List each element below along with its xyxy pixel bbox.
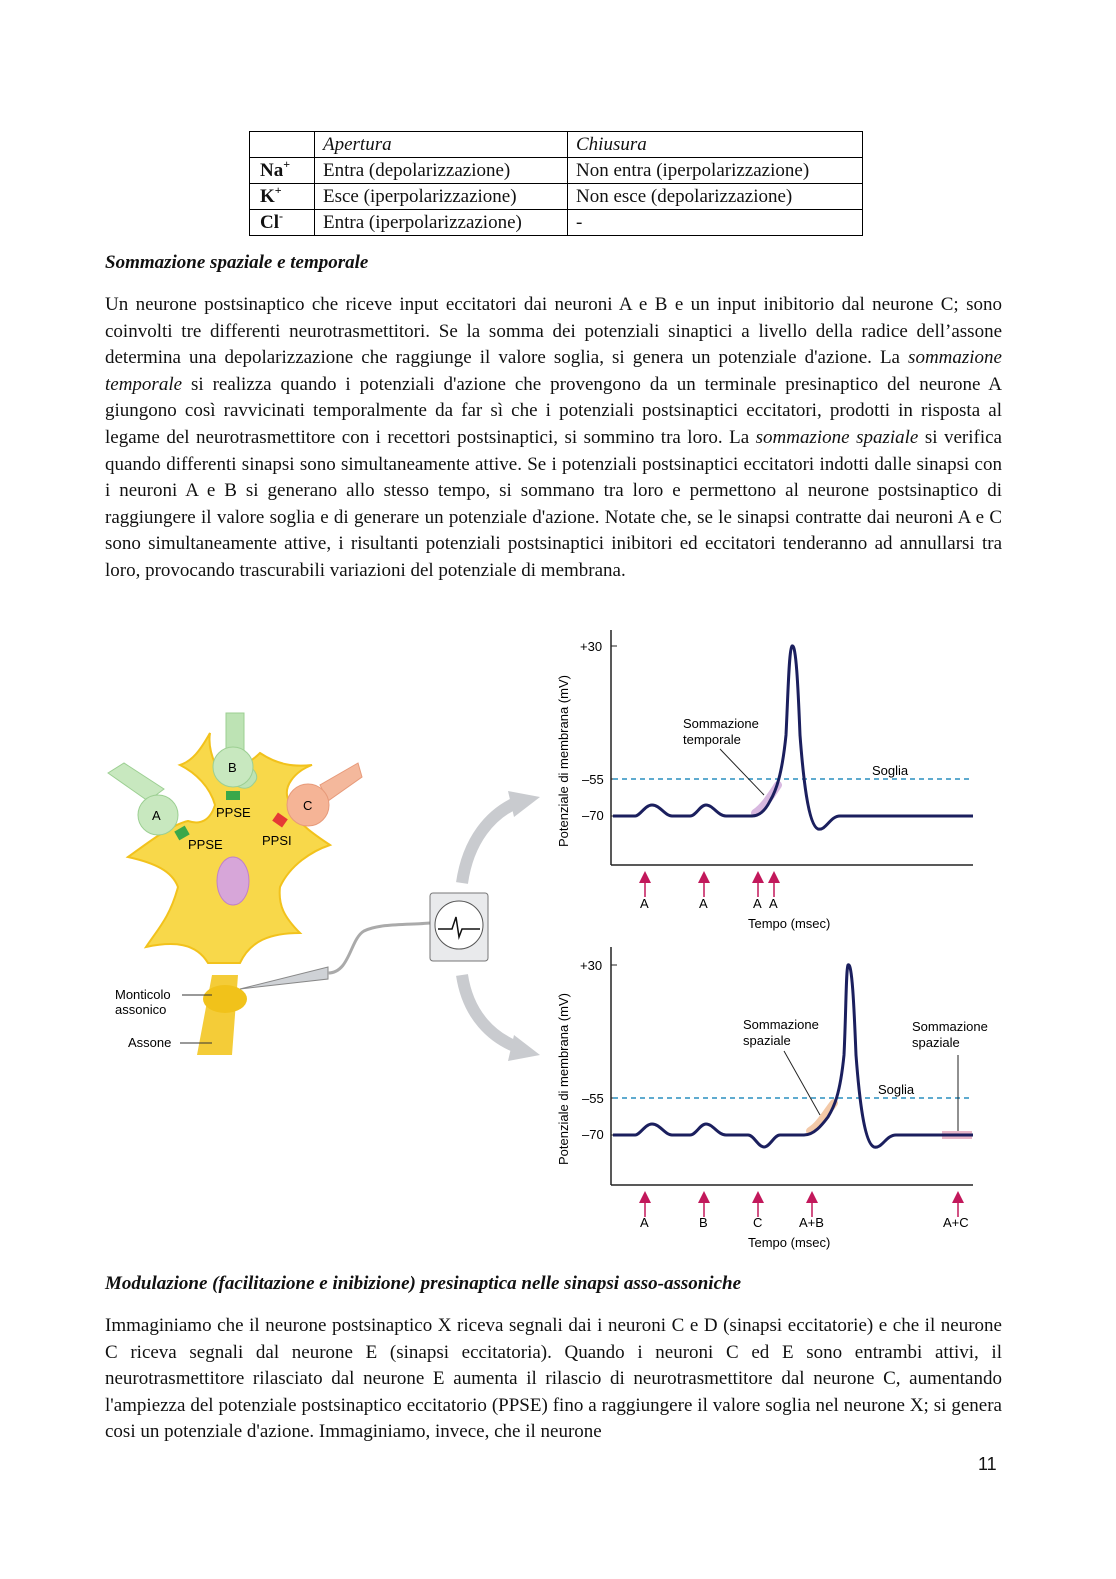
label-ppse-top: PPSE bbox=[216, 805, 251, 820]
chiusura-cell: Non entra (iperpolarizzazione) bbox=[568, 158, 863, 184]
body-paragraph bbox=[105, 292, 1002, 585]
highlight-summation bbox=[810, 1103, 834, 1131]
y-tick-label: –70 bbox=[582, 808, 604, 823]
y-tick-label: +30 bbox=[580, 639, 603, 654]
oscilloscope-screen bbox=[435, 901, 483, 949]
label-monticolo: Monticolo bbox=[115, 987, 171, 1002]
summation-figure bbox=[100, 625, 1005, 1258]
label-assone: Assone bbox=[128, 1035, 172, 1050]
page-number: 11 bbox=[978, 1454, 997, 1474]
section-heading: Modulazione (facilitazione e inibizione) presinaptica nelle sinapsi asso-assoniche bbox=[105, 1273, 742, 1294]
emphasis-text: sommazione temporale bbox=[105, 347, 1002, 395]
y-tick-label: –55 bbox=[582, 1091, 604, 1106]
y-tick-label: –55 bbox=[582, 772, 604, 787]
label-assonico: assonico bbox=[115, 1002, 167, 1017]
upper-arrowhead bbox=[508, 791, 540, 817]
text-run: si realizza quando i potenziali d'azione che provengono da un terminale presinaptico del neurone A giungono così ravvicinati temporalmente da far sì che i potenziali postsinaptici eccitatori, prodotti in risposta al legame del neurotrasmettitore con i recettori postsinaptici, si sommino tra loro. La bbox=[105, 373, 1002, 448]
ion-symbol: Na bbox=[260, 160, 284, 181]
y-axis-label: Potenziale di membrana (mV) bbox=[556, 993, 571, 1165]
table-header-cell bbox=[250, 132, 315, 158]
emphasis-text: sommazione spaziale bbox=[755, 426, 919, 448]
annotation: temporale bbox=[683, 732, 741, 747]
y-tick-label: +30 bbox=[580, 958, 603, 973]
table-row bbox=[250, 158, 863, 184]
stimulus-label: C bbox=[753, 1215, 763, 1230]
threshold-label: Soglia bbox=[878, 1082, 915, 1097]
stimulus-label: A bbox=[753, 896, 762, 911]
ion-cell bbox=[250, 158, 315, 184]
annotation: Sommazione bbox=[683, 716, 759, 731]
annotation: Sommazione bbox=[912, 1019, 988, 1034]
threshold-label: Soglia bbox=[872, 763, 909, 778]
stimulus-label: A bbox=[769, 896, 778, 911]
chiusura-cell: - bbox=[568, 210, 863, 236]
ion-table bbox=[249, 131, 863, 236]
spatial-summation-chart bbox=[556, 947, 988, 1250]
x-axis-label: Tempo (msec) bbox=[748, 916, 831, 931]
membrane-trace bbox=[613, 965, 973, 1147]
stimulus-arrows bbox=[645, 1197, 958, 1217]
y-axis-label: Potenziale di membrana (mV) bbox=[556, 675, 571, 847]
neuron-illustration bbox=[108, 713, 540, 1061]
table-header-cell: Apertura bbox=[315, 132, 568, 158]
stimulus-label: A bbox=[699, 896, 708, 911]
stimulus-label: A bbox=[640, 896, 649, 911]
annotation-leader bbox=[720, 749, 764, 795]
stimulus-label: A+B bbox=[799, 1215, 824, 1230]
table-header-row bbox=[250, 132, 863, 158]
electrode-wire bbox=[328, 923, 430, 973]
label-ppsi: PPSI bbox=[262, 833, 292, 848]
nucleus bbox=[217, 857, 249, 905]
stimulus-label: B bbox=[699, 1215, 708, 1230]
ion-charge: + bbox=[274, 182, 282, 197]
temporal-summation-chart bbox=[556, 630, 973, 931]
upper-curved-arrow bbox=[462, 801, 520, 883]
lower-curved-arrow bbox=[462, 975, 522, 1049]
label-b: B bbox=[228, 760, 237, 775]
figure-svg bbox=[100, 625, 1005, 1253]
apertura-cell: Entra (depolarizzazione) bbox=[315, 158, 568, 184]
stimulus-label: A+C bbox=[943, 1215, 969, 1230]
annotation: spaziale bbox=[912, 1035, 960, 1050]
annotation: Sommazione bbox=[743, 1017, 819, 1032]
label-c: C bbox=[303, 798, 313, 813]
apertura-cell: Esce (iperpolarizzazione) bbox=[315, 184, 568, 210]
table-row bbox=[250, 210, 863, 236]
body-paragraph: Immaginiamo che il neurone postsinaptico X riceva segnali dai i neuroni C e D (sinapsi eccitatorie) e che il neurone C riceva segnali dal neurone E (sinapsi eccitatoria). Quando i neuroni C ed E sono entrambi attivi, il neurotrasmettitore rilasciato dal neurone E aumenta il rilascio di neurotrasmettitore dal neurone C, aumentando l'ampiezza del potenziale postsinaptico eccitatorio (PPSE) fino a raggiungere il valore soglia nel neurone X; si genera cosi un potenziale d'azione. Immaginiamo, invece, che il neurone bbox=[105, 1315, 1002, 1443]
electrode bbox=[240, 967, 328, 989]
ion-symbol: Cl bbox=[260, 212, 279, 233]
annotation-leader bbox=[784, 1051, 820, 1115]
ion-symbol: K bbox=[260, 186, 275, 207]
text-run: si verifica quando differenti sinapsi sono simultaneamente attive. Se i potenziali postsinaptici eccitatori indotti dalle sinapsi con i neuroni A e B si generano allo stesso tempo, si sommano tra loro e permettono al neurone postsinaptico di raggiungere il valore soglia e di generare un potenziale d'azione. Notate che, se le sinapsi contratte dai neuroni A e C sono simultaneamente attive, i risultanti potenziali postsinaptici inibitori ed eccitatori tenderanno ad annullarsi tra loro, provocando trascurabili variazioni del potenziale di membrana. bbox=[105, 426, 1002, 581]
apertura-cell: Entra (iperpolarizzazione) bbox=[315, 210, 568, 236]
annotation: spaziale bbox=[743, 1033, 791, 1048]
ion-charge: - bbox=[279, 208, 283, 223]
stimulus-arrows bbox=[645, 877, 774, 897]
membrane-trace bbox=[613, 646, 973, 829]
x-axis-label: Tempo (msec) bbox=[748, 1235, 831, 1250]
section-heading: Sommazione spaziale e temporale bbox=[105, 252, 369, 273]
table-row bbox=[250, 184, 863, 210]
stimulus-label: A bbox=[640, 1215, 649, 1230]
chiusura-cell: Non esce (depolarizzazione) bbox=[568, 184, 863, 210]
ion-charge: + bbox=[283, 156, 291, 171]
receptor-b bbox=[226, 791, 240, 800]
ion-cell bbox=[250, 184, 315, 210]
y-tick-label: –70 bbox=[582, 1127, 604, 1142]
ion-cell bbox=[250, 210, 315, 236]
label-ppse-left: PPSE bbox=[188, 837, 223, 852]
text-run: Un neurone postsinaptico che riceve input eccitatori dai neuroni A e B e un input inibitorio dal neurone C; sono coinvolti tre differenti neurotrasmettitori. Se la somma dei potenziali sinaptici a livello della radice dell’assone determina una depolarizzazione che raggiunge il valore soglia, si genera un potenziale d'azione. La bbox=[105, 294, 1002, 369]
label-a: A bbox=[152, 808, 161, 823]
table-header-cell: Chiusura bbox=[568, 132, 863, 158]
